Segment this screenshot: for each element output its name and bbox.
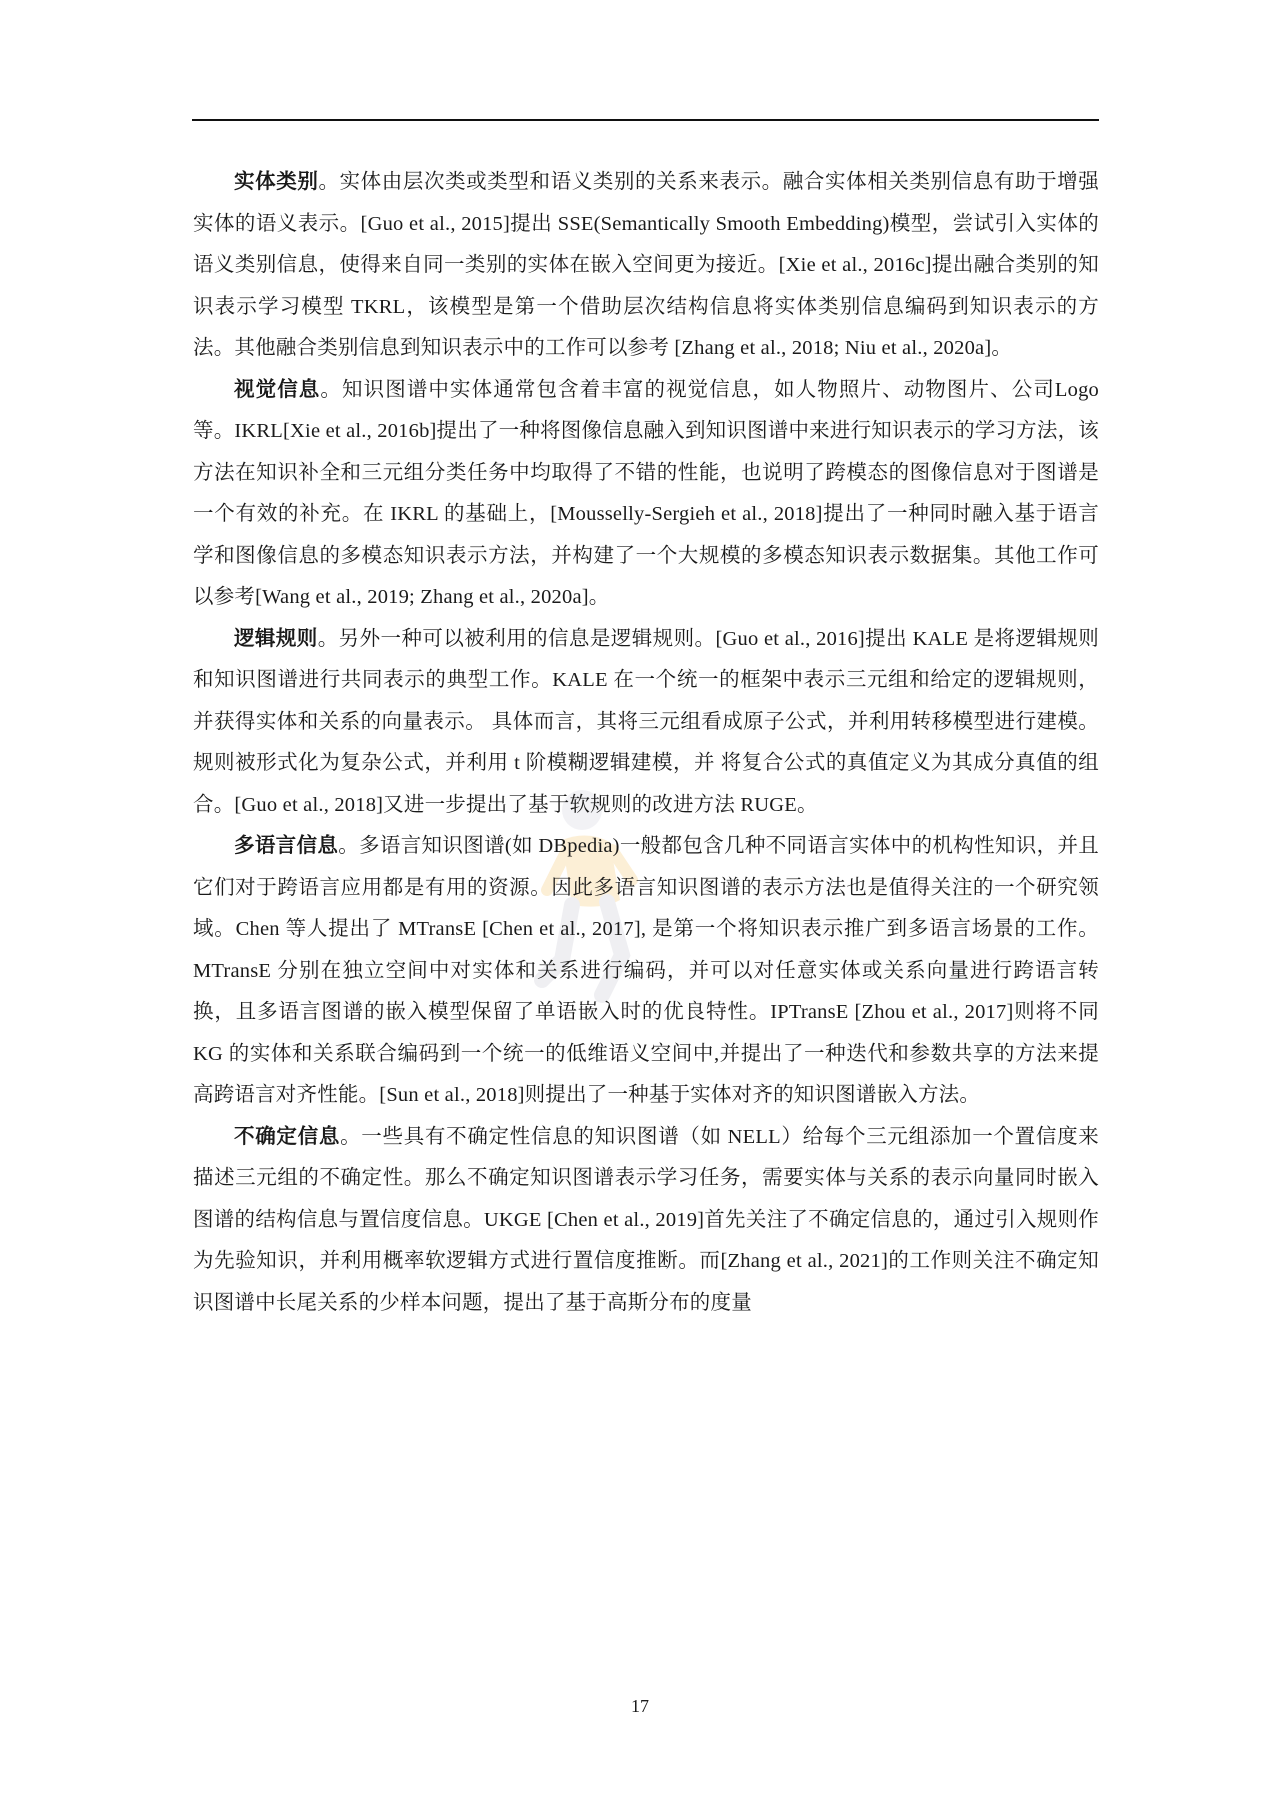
paragraph-lead: 不确定信息 — [234, 1125, 341, 1148]
header-rule — [192, 119, 1099, 121]
body-text — [193, 162, 1099, 1324]
paragraph-text: 。知识图谱中实体通常包含着丰富的视觉信息，如人物照片、动物图片、公司Logo 等。IKRL[Xie et al., 2016b]提出了一种将图像信息融入到知识图谱中来进行知识表示的学习方法，该方法在知识补全和三元组分类任务中均取得了不错的性能，也说明了跨模态的图像信息对于图谱是一个有效的补充。在 IKRL 的基础上，[Mousselly-Sergieh et al., 2018]提出了一种同时融入基于语言学和图像信息的多模态知识表示方法，并构建了一个大规模的多模态知识表示数据集。其他工作可以参考[Wang et al., 2019; Zhang et al., 2020a]。 — [193, 378, 1099, 608]
paragraph-visual-info — [193, 370, 1099, 619]
paragraph-logic-rules — [193, 619, 1099, 827]
paragraph-text: 。一些具有不确定性信息的知识图谱（如 NELL）给每个三元组添加一个置信度来描述三元组的不确定性。那么不确定知识图谱表示学习任务，需要实体与关系的表示向量同时嵌入图谱的结构信息与置信度信息。UKGE [Chen et al., 2019]首先关注了不确定信息的，通过引入规则作为先验知识，并利用概率软逻辑方式进行置信度推断。而[Zhang et al., 2021]的工作则关注不确定知识图谱中长尾关系的少样本问题，提出了基于高斯分布的度量 — [193, 1125, 1099, 1314]
paragraph-text: 。多语言知识图谱(如 DBpedia)一般都包含几种不同语言实体中的机构性知识，并且它们对于跨语言应用都是有用的资源。因此多语言知识图谱的表示方法也是值得关注的一个研究领域。Chen 等人提出了 MTransE [Chen et al., 2017], 是第一个将知识表示推广到多语言场景的工作。MTransE 分别在独立空间中对实体和关系进行编码，并可以对任意实体或关系向量进行跨语言转换，且多语言图谱的嵌入模型保留了单语嵌入时的优良特性。IPTransE [Zhou et al., 2017]则将不同 KG 的实体和关系联合编码到一个统一的低维语义空间中,并提出了一种迭代和参数共享的方法来提高跨语言对齐性能。[Sun et al., 2018]则提出了一种基于实体对齐的知识图谱嵌入方法。 — [193, 835, 1099, 1106]
paragraph-lead: 逻辑规则 — [234, 627, 318, 650]
paragraph-lead: 视觉信息 — [234, 378, 321, 401]
paragraph-lead: 多语言信息 — [234, 835, 339, 857]
paragraph-entity-types — [193, 162, 1099, 370]
paragraph-uncertainty — [193, 1117, 1099, 1325]
paragraph-text: 。另外一种可以被利用的信息是逻辑规则。[Guo et al., 2016]提出 KALE 是将逻辑规则和知识图谱进行共同表示的典型工作。KALE 在一个统一的框架中表示三元组和给定的逻辑规则，并获得实体和关系的向量表示。 具体而言，其将三元组看成原子公式，并利用转移模型进行建模。规则被形式化为复杂公式，并利用 t 阶模糊逻辑建模，并 将复合公式的真值定义为其成分真值的组合。[Guo et al., 2018]又进一步提出了基于软规则的改进方法 RUGE。 — [193, 627, 1099, 816]
paragraph-multilingual — [193, 826, 1099, 1117]
paragraph-lead: 实体类别 — [234, 171, 319, 193]
paragraph-text: 。实体由层次类或类型和语义类别的关系来表示。融合实体相关类别信息有助于增强实体的语义表示。[Guo et al., 2015]提出 SSE(Semantically Smooth Embedding)模型，尝试引入实体的语义类别信息，使得来自同一类别的实体在嵌入空间更为接近。[Xie et al., 2016c]提出融合类别的知识表示学习模型 TKRL，该模型是第一个借助层次结构信息将实体类别信息编码到知识表示的方法。其他融合类别信息到知识表示中的工作可以参考 [Zhang et al., 2018; Niu et al., 2020a]。 — [193, 171, 1099, 359]
page-number: 17 — [631, 1696, 649, 1716]
